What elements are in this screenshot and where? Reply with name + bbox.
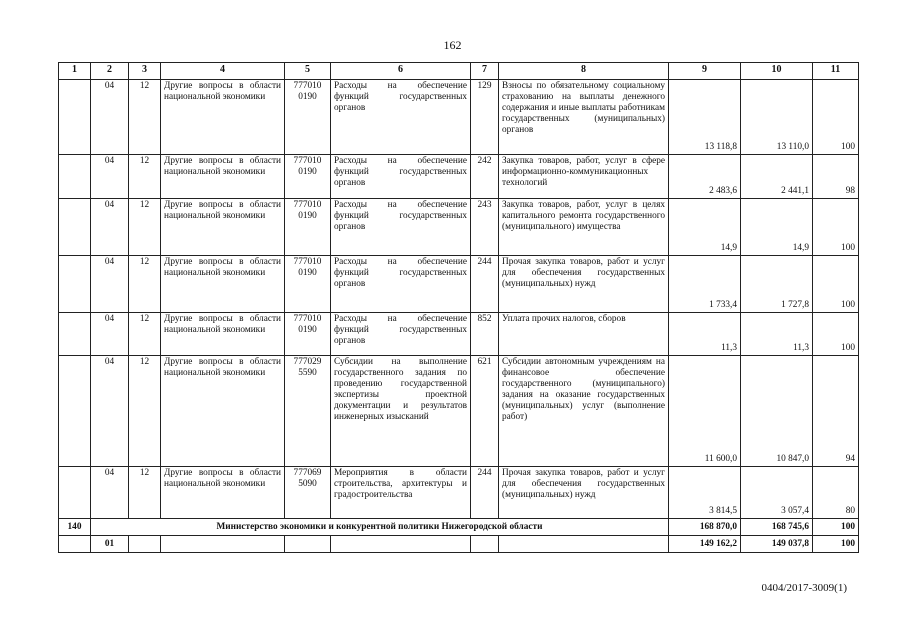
cell-actual: 13 110,0: [741, 80, 813, 155]
cell-target-article: 777010 0190: [285, 313, 331, 356]
column-header: 4: [161, 63, 285, 80]
table-cell: [161, 536, 285, 553]
cell-subsection: 12: [129, 80, 161, 155]
cell-expense-name: Взносы по обязательному социальному страхованию на выплаты денежного содержания и иные выплаты работникам государственных (муниципальных) органов: [499, 80, 669, 155]
section-code: 01: [91, 536, 129, 553]
column-header: 9: [669, 63, 741, 80]
cell-article-name: Расходы на обеспечение функций государственных органов: [331, 80, 471, 155]
ministry-total-row: [59, 519, 859, 536]
cell-expense-type: 129: [471, 80, 499, 155]
cell-percent: 100: [813, 199, 859, 256]
cell-target-article: 777069 5090: [285, 467, 331, 519]
column-header: 11: [813, 63, 859, 80]
section-actual: 149 037,8: [741, 536, 813, 553]
cell-section-name: Другие вопросы в области национальной экономики: [161, 155, 285, 199]
cell-col1: [59, 80, 91, 155]
cell-expense-name: Закупка товаров, работ, услуг в сфере информационно-коммуникационных технологий: [499, 155, 669, 199]
table-cell: [331, 536, 471, 553]
cell-target-article: 777010 0190: [285, 199, 331, 256]
cell-actual: 10 847,0: [741, 356, 813, 467]
cell-section: 04: [91, 80, 129, 155]
column-header: 6: [331, 63, 471, 80]
cell-expense-type: 852: [471, 313, 499, 356]
table-cell: [471, 536, 499, 553]
column-header: 5: [285, 63, 331, 80]
cell-subsection: 12: [129, 356, 161, 467]
budget-table: [58, 62, 859, 553]
cell-subsection: 12: [129, 155, 161, 199]
cell-col1: [59, 356, 91, 467]
page-number: 162: [443, 38, 462, 52]
ministry-percent: 100: [813, 519, 859, 536]
cell-expense-name: Закупка товаров, работ, услуг в целях капитального ремонта государственного (муниципального) имущества: [499, 199, 669, 256]
cell-plan: 13 118,8: [669, 80, 741, 155]
cell-section-name: Другие вопросы в области национальной экономики: [161, 199, 285, 256]
cell-expense-name: Субсидии автономным учреждениям на финансовое обеспечение государственного (муниципального) задания на оказание государственных (муниципальных) услуг (выполнение работ): [499, 356, 669, 467]
ministry-name: Министерство экономики и конкурентной политики Нижегородской области: [91, 519, 669, 536]
cell-plan: 14,9: [669, 199, 741, 256]
document-code: 0404/2017-3009(1): [761, 582, 847, 594]
cell-actual: 14,9: [741, 199, 813, 256]
cell-expense-type: 243: [471, 199, 499, 256]
cell-actual: 3 057,4: [741, 467, 813, 519]
cell-article-name: Расходы на обеспечение функций государственных органов: [331, 199, 471, 256]
cell-article-name: Мероприятия в области строительства, архитектуры и градостроительства: [331, 467, 471, 519]
column-header: 2: [91, 63, 129, 80]
cell-section: 04: [91, 467, 129, 519]
cell-col1: [59, 467, 91, 519]
cell-expense-name: Уплата прочих налогов, сборов: [499, 313, 669, 356]
cell-article-name: Расходы на обеспечение функций государственных органов: [331, 155, 471, 199]
table-row: [59, 256, 859, 313]
cell-expense-type: 621: [471, 356, 499, 467]
table-row: [59, 313, 859, 356]
cell-target-article: 777029 5590: [285, 356, 331, 467]
table-cell: [285, 536, 331, 553]
cell-plan: 1 733,4: [669, 256, 741, 313]
cell-subsection: 12: [129, 256, 161, 313]
cell-percent: 100: [813, 256, 859, 313]
cell-plan: 3 814,5: [669, 467, 741, 519]
cell-col1: [59, 155, 91, 199]
cell-actual: 1 727,8: [741, 256, 813, 313]
section-total-row: [59, 536, 859, 553]
column-header: 8: [499, 63, 669, 80]
table-row: [59, 356, 859, 467]
cell-target-article: 777010 0190: [285, 80, 331, 155]
cell-section: 04: [91, 256, 129, 313]
table-cell: [499, 536, 669, 553]
cell-percent: 100: [813, 313, 859, 356]
cell-section: 04: [91, 155, 129, 199]
cell-section-name: Другие вопросы в области национальной экономики: [161, 80, 285, 155]
section-plan: 149 162,2: [669, 536, 741, 553]
table-row: [59, 467, 859, 519]
table-row: [59, 199, 859, 256]
cell-expense-type: 242: [471, 155, 499, 199]
cell-percent: 94: [813, 356, 859, 467]
cell-section-name: Другие вопросы в области национальной экономики: [161, 256, 285, 313]
cell-target-article: 777010 0190: [285, 256, 331, 313]
cell-col1: [59, 256, 91, 313]
header-row: [59, 63, 859, 80]
ministry-actual: 168 745,6: [741, 519, 813, 536]
table-row: [59, 155, 859, 199]
cell-subsection: 12: [129, 313, 161, 356]
cell-section: 04: [91, 313, 129, 356]
table-row: [59, 80, 859, 155]
cell-actual: 11,3: [741, 313, 813, 356]
cell-plan: 11,3: [669, 313, 741, 356]
cell-section-name: Другие вопросы в области национальной экономики: [161, 313, 285, 356]
cell-percent: 100: [813, 80, 859, 155]
column-header: 3: [129, 63, 161, 80]
cell-percent: 98: [813, 155, 859, 199]
cell-subsection: 12: [129, 467, 161, 519]
cell-expense-type: 244: [471, 256, 499, 313]
ministry-plan: 168 870,0: [669, 519, 741, 536]
column-header: 10: [741, 63, 813, 80]
cell-article-name: Субсидии на выполнение государственного задания по проведению государственной экспертизы проектной документации и результатов инженерных изысканий: [331, 356, 471, 467]
cell-col1: [59, 199, 91, 256]
cell-article-name: Расходы на обеспечение функций государственных органов: [331, 256, 471, 313]
cell-percent: 80: [813, 467, 859, 519]
cell-section-name: Другие вопросы в области национальной экономики: [161, 467, 285, 519]
cell-col1: [59, 313, 91, 356]
table-cell: [129, 536, 161, 553]
table-cell: [59, 536, 91, 553]
cell-expense-name: Прочая закупка товаров, работ и услуг для обеспечения государственных (муниципальных) нужд: [499, 467, 669, 519]
cell-target-article: 777010 0190: [285, 155, 331, 199]
cell-plan: 2 483,6: [669, 155, 741, 199]
column-header: 7: [471, 63, 499, 80]
cell-expense-name: Прочая закупка товаров, работ и услуг для обеспечения государственных (муниципальных) нужд: [499, 256, 669, 313]
cell-plan: 11 600,0: [669, 356, 741, 467]
cell-subsection: 12: [129, 199, 161, 256]
cell-section: 04: [91, 356, 129, 467]
ministry-code: 140: [59, 519, 91, 536]
cell-section-name: Другие вопросы в области национальной экономики: [161, 356, 285, 467]
column-header: 1: [59, 63, 91, 80]
cell-expense-type: 244: [471, 467, 499, 519]
cell-section: 04: [91, 199, 129, 256]
cell-article-name: Расходы на обеспечение функций государственных органов: [331, 313, 471, 356]
cell-actual: 2 441,1: [741, 155, 813, 199]
section-percent: 100: [813, 536, 859, 553]
